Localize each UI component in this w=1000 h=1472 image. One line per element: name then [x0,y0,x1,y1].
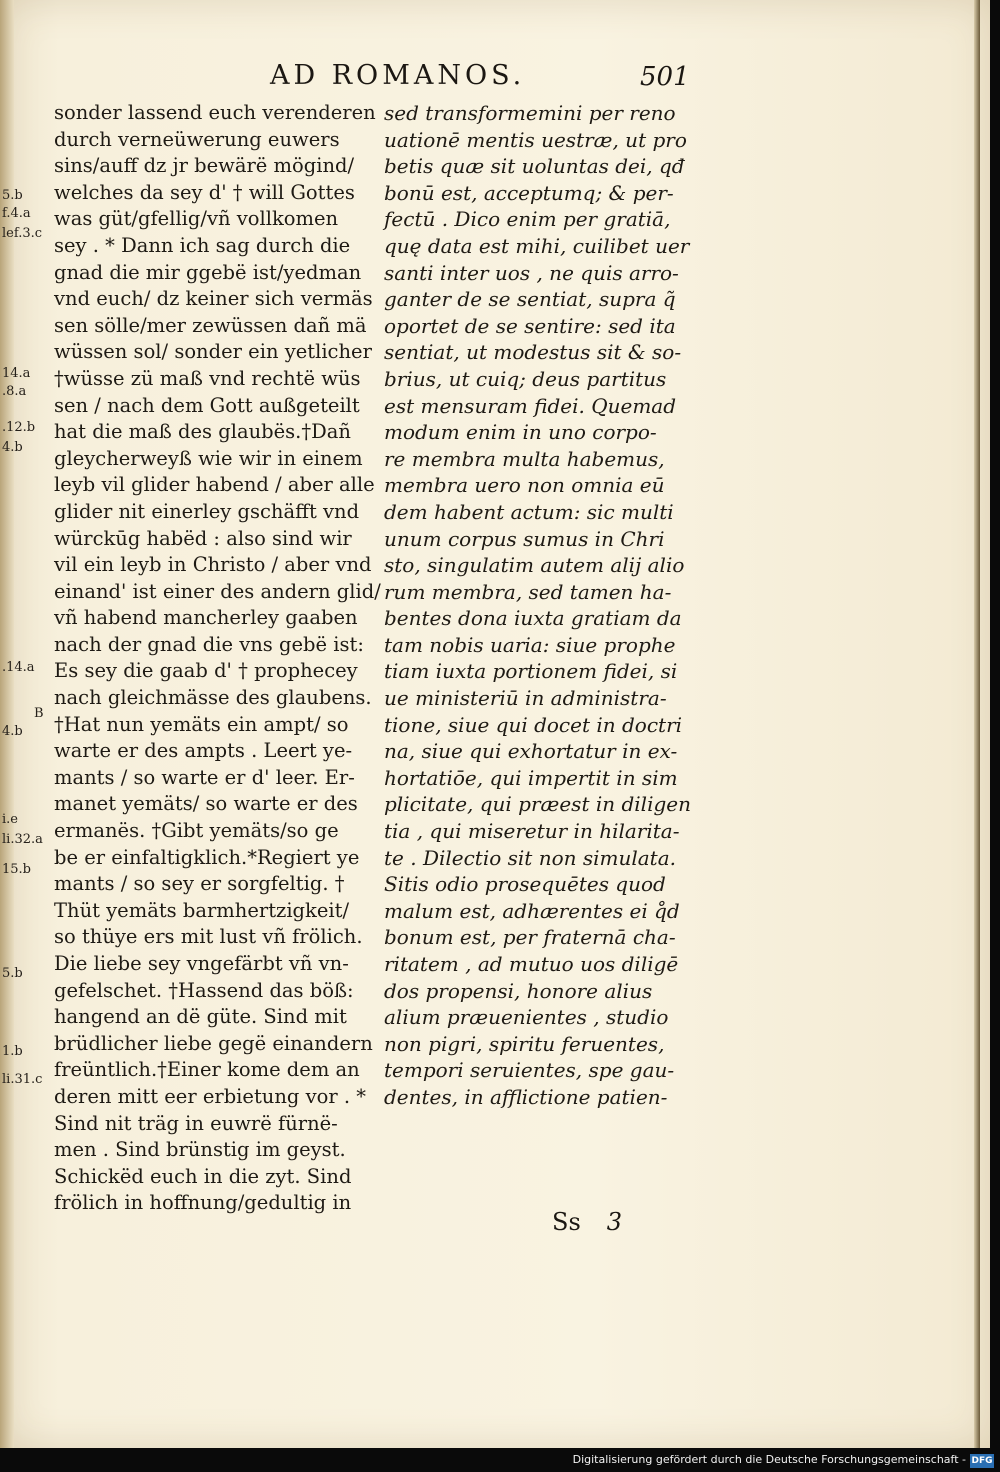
text-line: sto, singulatim autem alij alio [384,553,685,578]
text-line: unum corpus sumus in Chri [384,526,665,551]
text-line: brius, ut cuiq; deus partitus [384,366,667,391]
text-line: est mensuram fidei. Quemad [384,393,677,418]
text-line: bonū est, acceptumq; & per- [384,180,674,205]
margin-note: li.31.c [2,1072,43,1087]
text-line: alium præuenientes , studio [384,1005,669,1030]
text-line: tione, siue qui docet in doctri [384,712,683,737]
text-line: malum est, adhærentes ei q̊d [384,898,680,923]
text-line: mants / so sey er sorgfeltig. † [54,872,345,896]
page-edge [974,0,980,1448]
folio-number: 501 [640,62,690,92]
text-line: Schickëd euch in die zyt. Sind [54,1164,352,1188]
text-line: bentes dona iuxta gratiam da [384,606,682,631]
margin-note: .12.b [2,420,36,435]
text-line: manet yemäts/ so warte er des [54,792,358,816]
text-line: hangend an dë güte. Sind mit [54,1005,347,1029]
margin-note: f.4.a [2,206,31,221]
margin-note: 1.b [2,1044,23,1059]
signature-mark [552,1208,622,1236]
text-line: gleycherweyß wie wir in einem [54,446,363,470]
text-line: durch verneüwerung euwers [54,127,340,151]
text-line: würckūg habëd : also sind wir [54,526,352,550]
text-line: ritatem , ad mutuo uos diligē [384,952,679,976]
text-line: sey . * Dann ich sag durch die [54,233,351,257]
margin-note: B [34,706,44,721]
margin-note: 4.b [2,440,23,455]
text-line: mants / so warte er d' leer. Er- [54,765,355,789]
text-line: dem habent actum: sic multi [384,499,674,524]
margin-note: 15.b [2,862,31,877]
text-line: be er einfaltigklich.*Regiert ye [54,845,360,869]
margin-note: 14.a [2,366,31,381]
text-line: te . Dilectio sit non simulata. [384,845,677,870]
text-line: hat die maß des glaubës.†Dañ [54,420,351,444]
text-line: frölich in hoffnung/gedultig in [54,1191,352,1215]
text-line: santi inter uos , ne quis arro- [384,260,679,285]
text-line: tia , qui miseretur in hilarita- [384,819,680,844]
text-line: vñ habend mancherley gaaben [54,606,358,630]
text-line: welches da sey d' † will Gottes [54,180,355,204]
text-line: vnd euch/ dz keiner sich vermäs [54,287,373,311]
text-line: Thüt yemäts barmhertzigkeit/ [54,898,350,922]
text-line: uationē mentis uestræ, ut pro [384,127,687,152]
text-line: tam nobis uaria: siue prophe [384,632,676,657]
margin-note: 4.b [2,724,23,739]
text-line: so thüye ers mit lust vñ frölich. [54,925,363,949]
margin-note: li.32.a [2,832,43,847]
margin-note: 5.b [2,188,23,203]
text-line: quę data est mihi, cuilibet uer [384,233,690,258]
text-line: vil ein leyb in Christo / aber vnd [54,553,372,577]
margin-note: .8.a [2,384,27,399]
text-line: einand' ist einer des andern glid/ [54,579,381,603]
text-line: brüdlicher liebe gegë einandern [54,1031,373,1055]
text-line: deren mitt eer erbietung vor . * [54,1084,367,1108]
text-line: bonum est, per fraternā cha- [384,925,676,950]
text-line: nach gleichmässe des glaubens. [54,686,372,710]
margin-note: 5.b [2,966,23,981]
text-line: †wüsse zü maß vnd rechtë wüs [54,366,361,390]
text-line: rum membra, sed tamen ha- [384,579,672,604]
text-line: gnad die mir ggebë ist/yedman [54,260,362,284]
margin-note: i.e [2,812,18,827]
text-line: dentes, in afflictione patien- [384,1084,668,1109]
text-line: men . Sind brünstig im geyst. [54,1138,346,1162]
text-line: ue ministeriū in administra- [384,686,667,711]
text-line: warte er des ampts . Leert ye- [54,739,353,763]
text-line: freüntlich.†Einer kome dem an [54,1058,360,1082]
text-line: ermanës. †Gibt yemäts/so ge [54,819,339,843]
footer-bar [0,1450,1000,1472]
dfg-logo-icon: DFG [971,1456,993,1466]
margin-note: lef.3.c [2,226,43,241]
text-line: re membra multa habemus, [384,446,665,471]
text-line: betis quæ sit uoluntas dei, qđ [384,154,685,179]
text-line: Es sey die gaab d' † prophecey [54,659,358,683]
latin-column [384,100,704,1111]
text-line: leyb vil glider habend / aber alle [54,473,375,497]
signature-number: 3 [606,1208,623,1236]
text-line: sen sölle/mer zewüssen dañ mä [54,313,367,337]
text-line: fectū . Dico enim per gratiā, [384,207,671,232]
margin-notes [0,0,50,1448]
text-line: hortatiōe, qui impertit in sim [384,765,678,790]
text-line: tempori seruientes, spe gau- [384,1058,675,1083]
text-line: sentiat, ut modestus sit & so- [384,340,682,365]
text-line: †Hat nun yemäts ein ampt/ so [54,712,349,736]
text-line: na, siue qui exhortatur in ex- [384,739,678,764]
text-line: plicitate, qui præest in diligen [384,792,691,817]
text-line: membra uero non omnia eū [384,473,665,498]
running-title: AD ROMANOS. [270,60,526,91]
text-line: sonder lassend euch verenderen [54,101,376,124]
german-column [54,100,381,1217]
text-line: sen / nach dem Gott außgeteilt [54,393,360,417]
text-line: oportet de se sentire: sed ita [384,313,676,338]
signature-letters: Ss [552,1208,581,1236]
text-line: gefelschet. †Hassend das böß: [54,978,354,1002]
text-line: Die liebe sey vngefärbt vñ vn- [54,952,349,975]
funding-credit: Digitalisierung gefördert durch die Deutsche Forschungsgemeinschaft - [572,1453,966,1466]
text-line: Sind nit träg in euwrë fürnë- [54,1111,338,1135]
text-line: sed transformemini per reno [384,101,676,125]
margin-note: .14.a [2,660,35,675]
text-line: non pigri, spiritu feruentes, [384,1031,665,1056]
text-line: modum enim in uno corpo- [384,420,657,445]
text-line: was güt/gfellig/vñ vollkomen [54,207,339,231]
text-line: nach der gnad die vns gebë ist: [54,632,364,656]
text-line: wüssen sol/ sonder ein yetlicher [54,340,372,364]
text-line: glider nit einerley gschäfft vnd [54,499,360,523]
text-line: dos propensi, honore alius [384,978,653,1003]
text-line: Sitis odio prosequētes quod [384,872,666,897]
text-line: ganter de se sentiat, supra q̃ [384,287,676,312]
text-line: tiam iuxta portionem fidei, si [384,659,678,684]
text-line: sins/auff dz jr bewärë mögind/ [54,154,355,178]
